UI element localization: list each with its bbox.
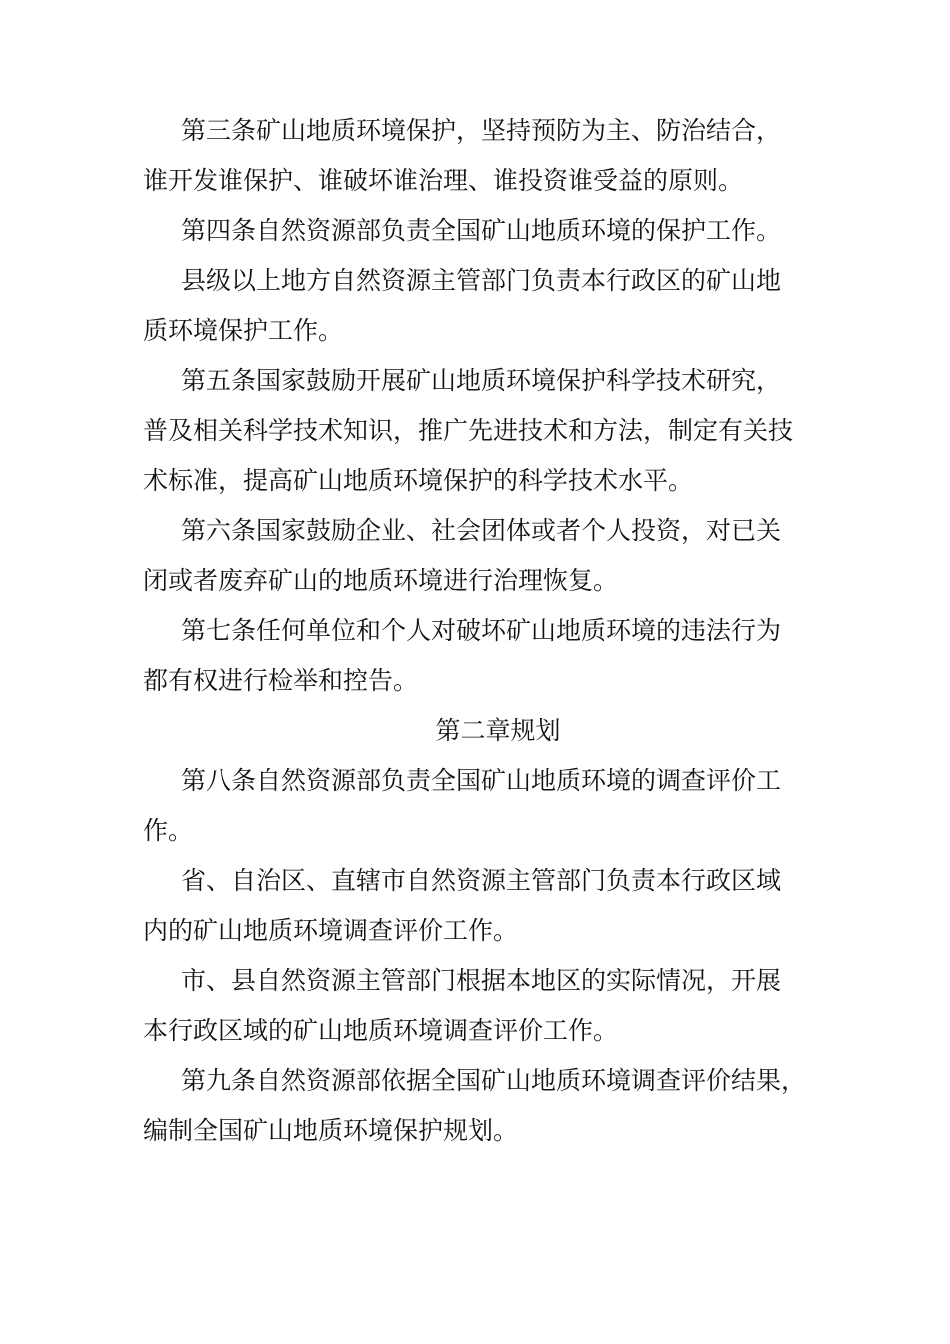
article-8-paragraph-1-line-1: 第八条自然资源部负责全国矿山地质环境的调查评价工	[181, 766, 782, 795]
article-6-line-2: 闭或者废弃矿山的地质环境进行治理恢复。	[143, 566, 619, 595]
article-7-line-2: 都有权进行检举和控告。	[143, 666, 419, 695]
article-8-paragraph-2-line-2: 内的矿山地质环境调查评价工作。	[143, 916, 519, 945]
article-8-paragraph-3-line-2: 本行政区域的矿山地质环境调查评价工作。	[143, 1016, 619, 1045]
article-8-paragraph-3-line-1: 市、县自然资源主管部门根据本地区的实际情况，开展	[181, 966, 782, 995]
article-4-paragraph-2-line-1: 县级以上地方自然资源主管部门负责本行政区的矿山地	[181, 266, 782, 295]
article-9-line-1: 第九条自然资源部依据全国矿山地质环境调查评价结果，	[181, 1066, 807, 1095]
article-4-paragraph-1: 第四条自然资源部负责全国矿山地质环境的保护工作。	[181, 216, 782, 245]
article-5-line-1: 第五条国家鼓励开展矿山地质环境保护科学技术研究，	[181, 366, 782, 395]
article-4-paragraph-2-line-2: 质环境保护工作。	[143, 316, 344, 345]
article-5-line-3: 术标准，提高矿山地质环境保护的科学技术水平。	[143, 466, 694, 495]
document-body	[143, 106, 823, 1156]
article-3-line-1: 第三条矿山地质环境保护，坚持预防为主、防治结合，	[181, 116, 782, 145]
article-3-line-2: 谁开发谁保护、谁破坏谁治理、谁投资谁受益的原则。	[143, 166, 744, 195]
article-7-line-1: 第七条任何单位和个人对破坏矿山地质环境的违法行为	[181, 616, 782, 645]
article-9-line-2: 编制全国矿山地质环境保护规划。	[143, 1116, 519, 1145]
article-6-line-1: 第六条国家鼓励企业、社会团体或者个人投资，对已关	[181, 516, 782, 545]
article-8-paragraph-1-line-2: 作。	[143, 816, 194, 845]
article-8-paragraph-2-line-1: 省、自治区、直辖市自然资源主管部门负责本行政区域	[181, 866, 782, 895]
chapter-2-heading: 第二章规划	[435, 716, 561, 745]
article-5-line-2: 普及相关科学技术知识，推广先进技术和方法，制定有关技	[143, 416, 794, 445]
